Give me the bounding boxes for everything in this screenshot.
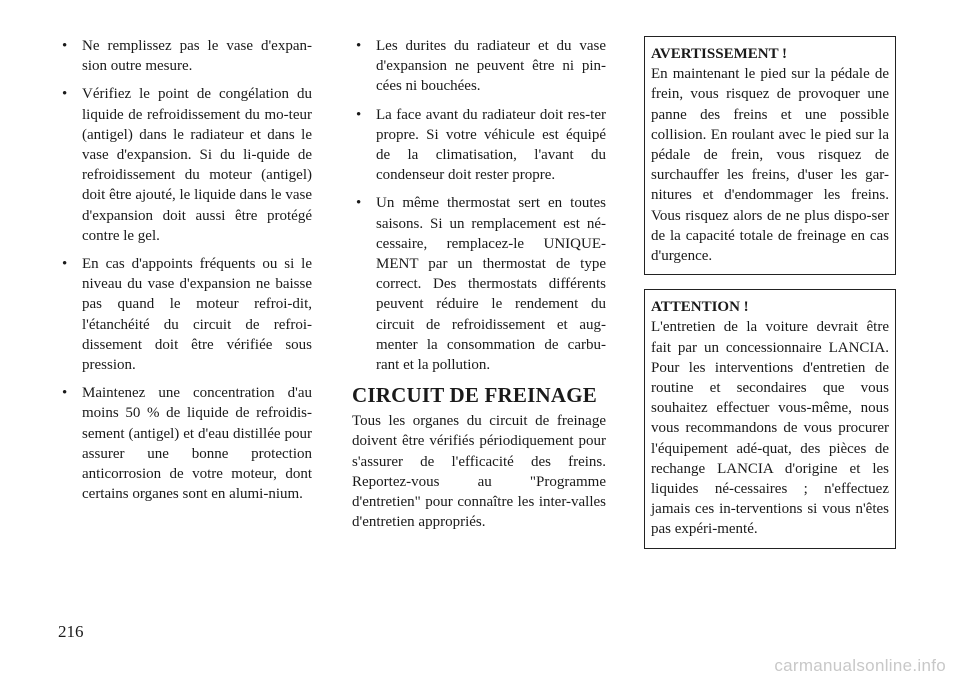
list-item: • Maintenez une concentration d'au moins 50 % de liquide de refroidis-sement (antigel) et d'eau distillée pour assurer une bonne protection anticorrosion de votre moteur, dont certains organes sont en alumi-nium. <box>62 385 312 503</box>
bullet-icon: • <box>62 385 68 402</box>
list-item: • Ne remplissez pas le vase d'expan-sion outre mesure. <box>62 38 312 75</box>
left-column <box>58 36 312 512</box>
warning-text: En maintenant le pied sur la pédale de frein, vous risquez de provoquer une panne des freins et une possible collision. En roulant avec le pied sur la pédale de frein, vous risquez de surchauffer les freins, d'user les gar-nitures et d'endommager les freins. Vous risquez alors de ne plus dispo-ser de la capacité totale de freinage en cas d'urgence. <box>651 66 889 265</box>
page-number: 216 <box>58 622 84 641</box>
list-item: • La face avant du radiateur doit res-ter propre. Si votre véhicule est équipé de la climatisation, l'avant du condenseur doit rester propre. <box>356 106 606 184</box>
attention-box <box>644 289 896 548</box>
attention-text: L'entretien de la voiture devrait être fait par un concessionnaire LANCIA. Pour les interventions d'entretien de routine et secondaires que vous souhaitez effectuer vous-même, nous vous recommandons de vous procurer l'équipement adé-quat, des pièces de rechange LANCIA d'origine et les liquides né-cessaires ; n'effectuez jamais ces in-terventions si vous n'êtes pas expéri-menté. <box>651 319 889 538</box>
list-item: • Un même thermostat sert en toutes saisons. Si un remplacement est né-cessaire, remplacez-le UNIQUE-MENT par un thermostat de type correct. Des thermostats différents peuvent réduire le rendement du circuit de refroidissement et aug-menter la consommation de carbu-rant et la pollution. <box>356 195 606 374</box>
warning-box <box>644 36 896 275</box>
list-item: • Vérifiez le point de congélation du liquide de refroidissement du mo-teur (antigel) dans le radiateur et dans le vase d'expansion. Si du li-quide de refroidissement du moteur (antigel) doit être ajouté, le liquide dans le vase d'expansion doit aussi être protégé contre le gel. <box>62 86 312 244</box>
right-column <box>644 36 896 549</box>
bullet-icon: • <box>62 38 68 54</box>
list-item: • Les durites du radiateur et du vase d'expansion ne peuvent être ni pin-cées ni bouchées. <box>356 38 606 95</box>
list-item: • En cas d'appoints fréquents ou si le niveau du vase d'expansion ne baisse pas quand le moteur refroi-dit, l'étanchéité du circuit de refroi-dissement doit être vérifiée sous pression. <box>62 256 312 374</box>
radiator-bullet-list <box>352 36 606 375</box>
watermark: carmanualsonline.info <box>774 656 946 675</box>
bullet-icon: • <box>356 195 362 212</box>
middle-column <box>352 36 606 532</box>
bullet-icon: • <box>356 106 362 123</box>
bullet-icon: • <box>62 86 68 103</box>
bullet-icon: • <box>356 38 362 54</box>
attention-title: ATTENTION ! <box>651 299 749 316</box>
warning-title: AVERTISSEMENT ! <box>651 46 788 62</box>
section-paragraph: Tous les organes du circuit de freinage doivent être vérifiés périodiquement pour s'assurer de l'efficacité des freins. Reportez-vous au "Programme d'entretien" pour connaître les inter-valles d'entretien appropriés. <box>352 413 606 531</box>
coolant-bullet-list <box>58 36 312 504</box>
bullet-icon: • <box>62 256 68 273</box>
section-heading: CIRCUIT DE FREINAGE <box>352 383 597 408</box>
